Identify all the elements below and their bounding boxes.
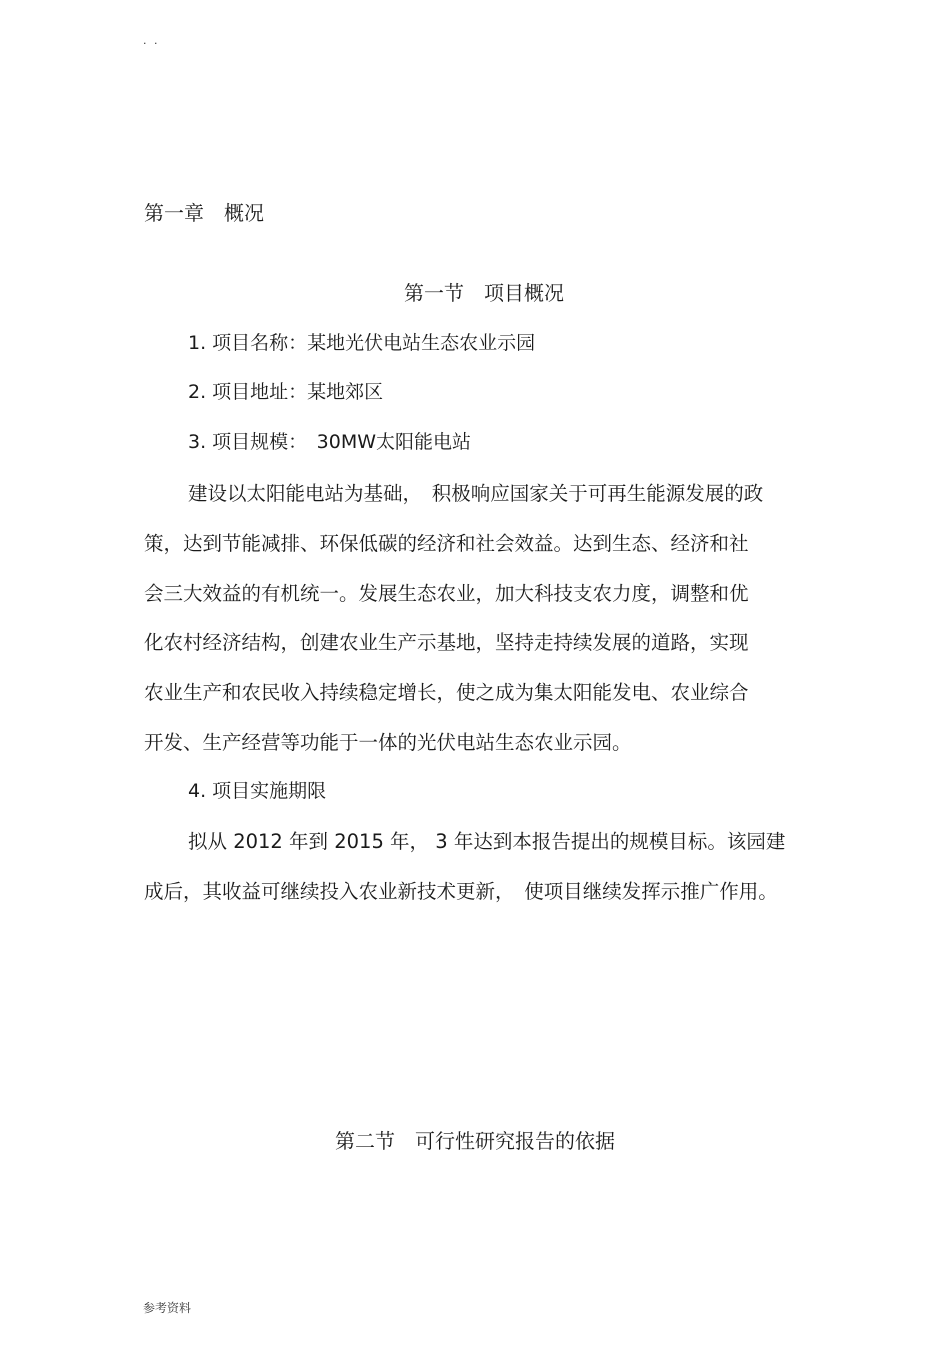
paragraph-line: 成后，其收益可继续投入农业新技术更新， 使项目继续发挥示推广作用。 xyxy=(144,880,778,903)
project-scale-item: 3. 项目规模： 30MW太阳能电站 xyxy=(188,431,472,453)
paragraph-line: 会三大效益的有机统一。发展生态农业，加大科技支农力度，调整和优 xyxy=(144,582,749,605)
paragraph-line: 化农村经济结构，创建农业生产示基地，坚持走持续发展的道路，实现 xyxy=(144,631,749,654)
project-name-item: 1. 项目名称：某地光伏电站生态农业示园 xyxy=(188,332,536,354)
project-address-item: 2. 项目地址：某地郊区 xyxy=(188,381,384,403)
paragraph-line: 拟从 2012 年到 2015 年， 3 年达到本报告提出的规模目标。该园建 xyxy=(188,830,786,853)
paragraph-line: 策，达到节能减排、环保低碳的经济和社会效益。达到生态、经济和社 xyxy=(144,532,749,555)
paragraph-line: 开发、生产经营等功能于一体的光伏电站生态农业示园。 xyxy=(144,731,632,754)
paragraph-line: 建设以太阳能电站为基础， 积极响应国家关于可再生能源发展的政 xyxy=(188,482,764,505)
section-title-basis: 第二节 可行性研究报告的依据 xyxy=(335,1129,615,1153)
header-mark: . . xyxy=(143,34,160,47)
chapter-title: 第一章 概况 xyxy=(144,201,264,225)
implementation-period-item: 4. 项目实施期限 xyxy=(188,780,327,802)
section-title-overview: 第一节 项目概况 xyxy=(404,281,564,305)
paragraph-line: 农业生产和农民收入持续稳定增长，使之成为集太阳能发电、农业综合 xyxy=(144,681,749,704)
footer-mark: 参考资料 xyxy=(143,1301,192,1315)
